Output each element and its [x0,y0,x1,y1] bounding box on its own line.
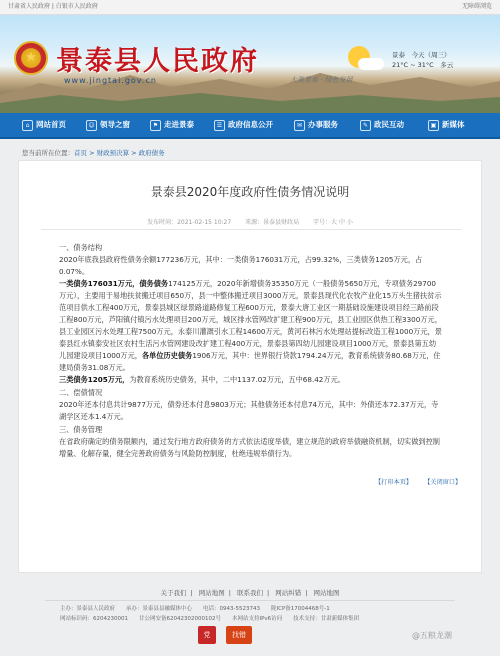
breadcrumb [22,148,165,157]
weather-city: 景泰 [392,51,405,59]
paragraph [59,374,443,386]
party-badge-icon[interactable]: 党 [198,626,216,644]
report-error-badge-icon[interactable]: 找错 [226,626,252,644]
nav-leaders[interactable] [86,113,130,137]
footer-info-sponsor: 主办：景泰县人民政府 承办：景泰县县融媒体中心 电话：0943-5523743 陇ICP备17004468号-1 [60,606,330,612]
section-heading: 二、偿债情况 [59,388,103,397]
weibo-watermark: @五粮龙潮 [412,631,452,640]
article-date: 发布时间：2021-02-15 10:27 [147,219,232,226]
nav-services[interactable] [294,113,338,137]
section-heading: 三、债务管理 [59,425,103,434]
article-meta [19,217,481,226]
bold-text: 一类债务176031万元， [59,279,140,288]
article-title: 景泰县2020年度政府性债务情况说明 [150,185,350,199]
flag-icon: ⚑ [150,120,161,131]
nav-home-label: 网站首页 [36,120,66,129]
paragraph: 2020年还本付息共计9877万元，债券还本付息9803万元；其他债务还本付息74万元，其中：外债还本72.37万元，寺湖学区还本1.4万元。 [59,400,439,421]
paragraph-text: 174125万元，2020年新增债务35350万元（一般债务5650万元，专项债务29700万元），主要用于易地扶贫搬迁项目650万，县一中整体搬迁项目3000万元，景泰县现代化农牧产业化15万头生猪扶贫示范项目供水工程400万元，景泰县城区绿景路道路修复工程600万元，景泰大唐工业区一期基础设施建设项目经三路前段工程800万元，芦阳镇付镇污水处理项目200万元，城区排水管网改扩建工程900万元，县工业园区供热工程3300万元，县工业园区污水处理工程7500万元，永泰川灌溉引水工程14600万元，黄河石林污水处理站提标改造工程1000万元，景泰县红水镇泰安社区农村生活污水管网建设改扩建工程400万元，景泰县第四幼儿园建设项目1000万元，景泰县第五幼儿园建设项目1000万元， [59,279,442,360]
paragraph-text: 1906万元，其中：世界银行贷款1794.24万元，教育系统债务80.68万元，住建局债务31.08万元。 [59,351,441,372]
nav-new-media[interactable] [428,113,465,137]
font-size-switch[interactable]: 字号：大 中 小 [313,219,353,226]
accessibility-link[interactable]: 无障碍浏览 [461,3,492,10]
nav-info-disclosure[interactable] [214,113,273,137]
bold-text: 债务债务 [139,279,169,288]
footer-info-registration: 网站标识码：6204230001 甘公网安备62042302000102号 本网站支持IPv6访问 技术支持：甘肃新媒体集团 [60,616,360,622]
nav-interaction[interactable] [360,113,404,137]
footer-link-contact[interactable]: 联系我们 [237,589,263,597]
footer-link-about[interactable]: 关于我们 [160,589,187,597]
breadcrumb-path[interactable]: 首页 > 财政预决算 > 政府债务 [74,149,165,157]
national-emblem-icon: ★ [14,41,48,75]
footer-divider [45,600,455,601]
nav-about[interactable] [150,113,194,137]
bold-text: 各单位历史债务 [141,351,193,360]
top-utility-bar [0,0,500,15]
weather-condition: 多云 [440,61,454,69]
nav-about-label: 走进景泰 [164,120,194,129]
footer-links: 关于我们 | 网站地图 | 联系我们 | 网站纠错 | 网站地图 [160,589,340,597]
paragraph-text: 为教育系统历史债务，其中，二中1137.02万元，五中68.42万元。 [129,375,345,384]
main-nav [0,113,500,139]
print-link[interactable]: 【打印本页】 [375,479,413,486]
document-icon: ☰ [214,120,225,131]
media-icon: ▣ [428,120,439,131]
footer-link-report-error[interactable]: 网站纠错 [275,589,302,597]
site-title[interactable]: 景泰县人民政府 [56,46,259,77]
weather-widget [392,50,492,70]
weather-temp: 21°C ~ 31°C [392,61,434,69]
paragraph: 2020年底我县政府性债务余额177236万元，其中：一类债务176031万元，占99.32%，三类债务1205万元，占0.07%。 [59,255,423,276]
banner-slogan: 大美景泰 · 绿色发展 [290,76,353,84]
related-sites-links[interactable]: 甘肃省人民政府 | 白银市人民政府 [8,3,98,10]
nav-media-label: 新媒体 [442,120,465,129]
nav-interaction-label: 政民互动 [374,120,404,129]
article-body [59,241,443,460]
breadcrumb-prefix: 您当前所在位置： [22,149,74,157]
paragraph: 在省政府确定的债务限额内，通过发行地方政府债务的方式依法适度举债，建立规范的政府举债融资机制，切实做到控制增量、化解存量，健全完善政府债务与风险防控制度，杜绝违规举债行为。 [59,437,440,458]
section-heading: 一、债务结构 [59,243,103,252]
cloud-icon [358,58,384,70]
paragraph [59,278,443,374]
nav-home[interactable] [22,113,66,137]
site-url: www.jingtai.gov.cn [64,76,157,85]
briefcase-icon: ✉ [294,120,305,131]
close-window-link[interactable]: 【关闭窗口】 [424,479,462,486]
article-actions [365,477,461,486]
home-icon: ⌂ [22,120,33,131]
nav-services-label: 办事服务 [308,120,338,129]
chat-icon: ✎ [360,120,371,131]
nav-info-label: 政府信息公开 [228,120,273,129]
article-panel [18,160,482,573]
footer-link-sitemap[interactable]: 网站地图 [198,589,225,597]
bold-text: 三类债务1205万元， [59,375,130,384]
weather-day: 今天（周三） [411,51,451,59]
footer-link-sitemap-2[interactable]: 网站地图 [313,589,340,597]
header-banner [0,15,500,113]
title-divider [41,229,461,230]
person-icon: ☺ [86,120,97,131]
nav-leaders-label: 领导之窗 [100,120,130,129]
article-source: 来源：景泰县财政局 [245,219,300,226]
